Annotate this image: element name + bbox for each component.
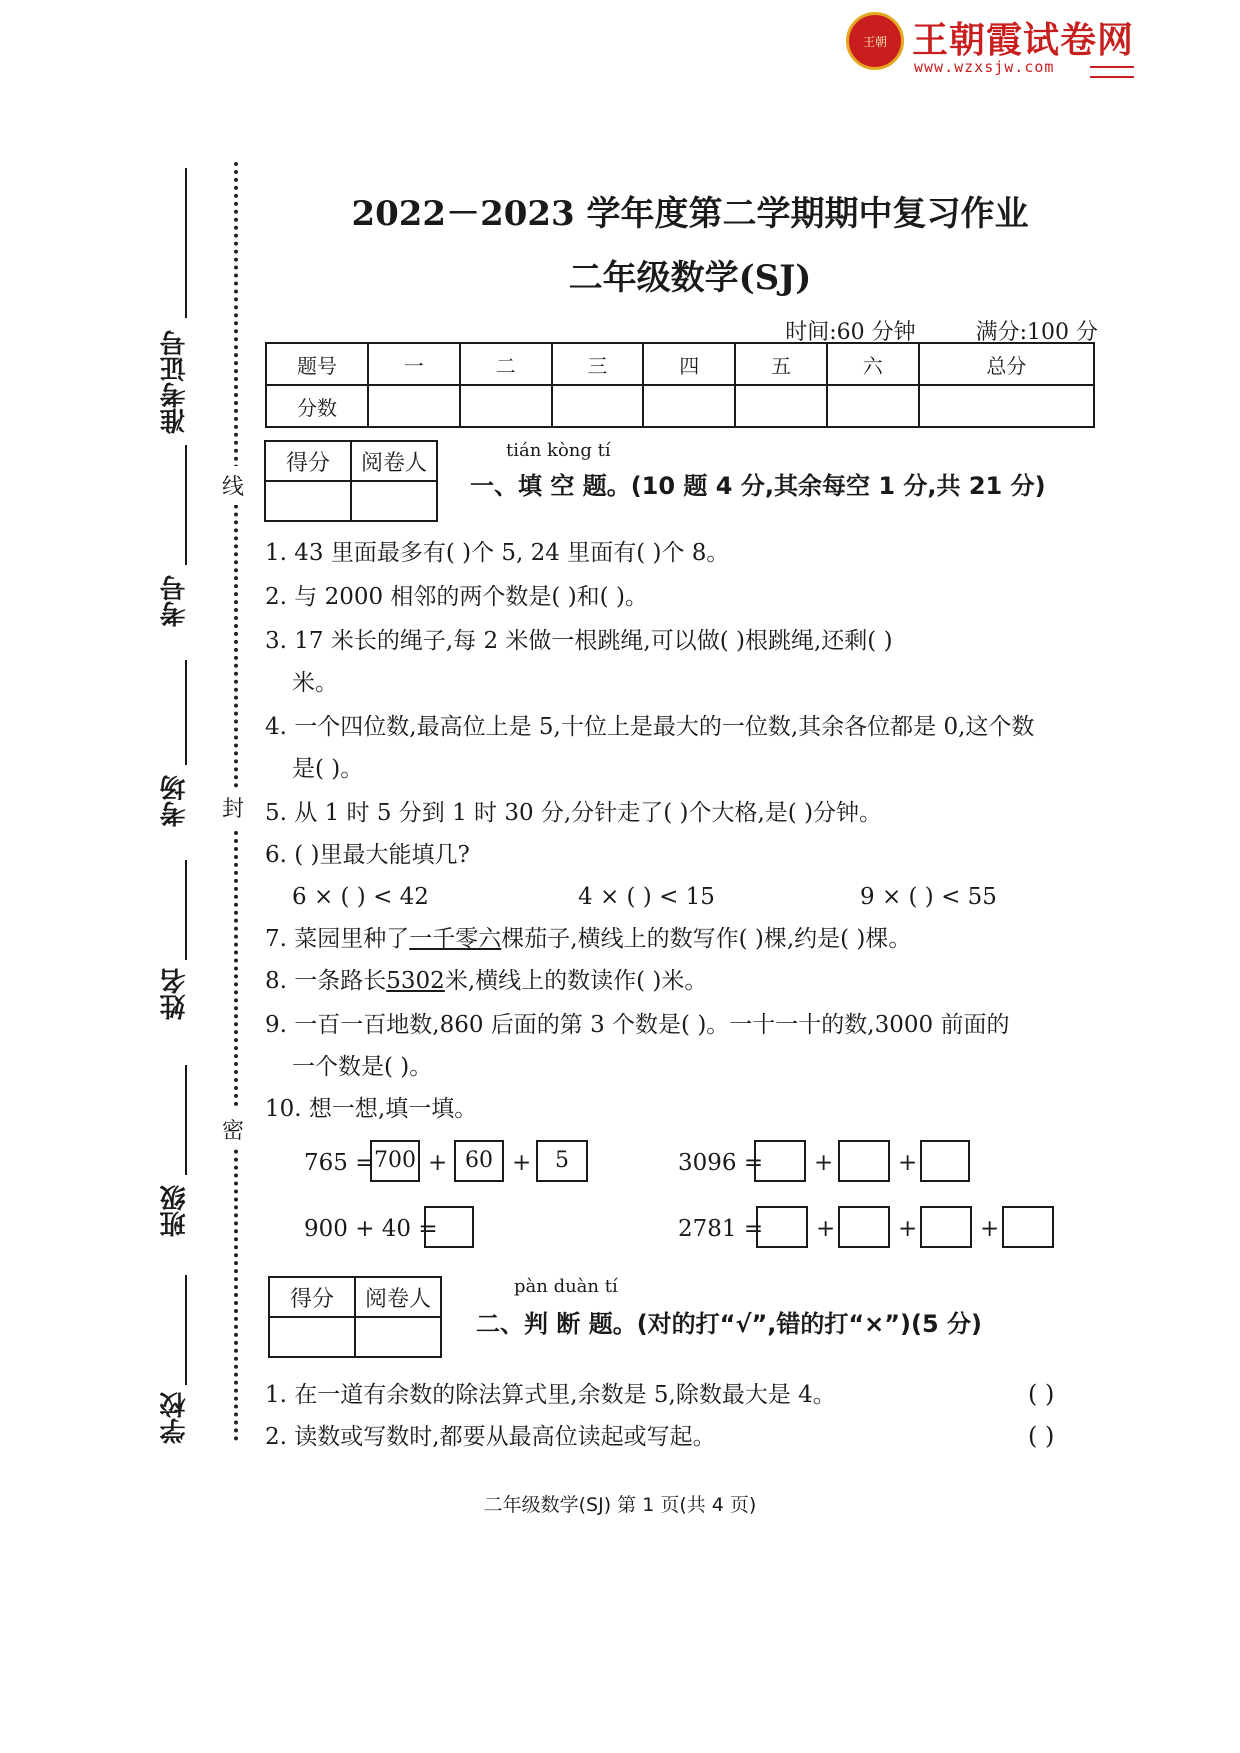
section2-pinyin: pàn duàn tí [514, 1276, 618, 1297]
fill-line-class [185, 1065, 187, 1175]
grader-box-section1 [264, 440, 438, 522]
score-table [265, 342, 1095, 428]
expr-2781-lhs: 2781 = [678, 1216, 764, 1242]
fill-line-school [185, 1275, 187, 1385]
exam-subtitle: 二年级数学(SJ) [568, 258, 812, 298]
exam-title: 2022－2023 学年度第二学期期中复习作业 [351, 194, 1029, 234]
answer-box: 700 [370, 1140, 420, 1182]
plus-sign: + [428, 1150, 448, 1176]
decor-lines [1090, 66, 1134, 78]
score-input-cell[interactable] [368, 385, 460, 427]
exam-full-score: 满分:100 分 [975, 320, 1098, 345]
question-1-8-underlined: 5302 [386, 968, 445, 994]
grader-score-cell[interactable] [265, 481, 351, 521]
site-logo [846, 12, 1166, 78]
answer-box-empty[interactable] [838, 1140, 890, 1182]
score-table-cell: 五 [735, 343, 827, 385]
score-table-cell: 二 [460, 343, 552, 385]
label-school: 学校 [160, 1392, 190, 1444]
judge-paren[interactable]: ( ) [1028, 1380, 1055, 1408]
score-table-cell: 题号 [266, 343, 368, 385]
score-table-header-row [266, 343, 1094, 385]
answer-box-empty[interactable] [424, 1206, 474, 1248]
question-1-10: 10. 想一想,填一填。 [265, 1096, 478, 1122]
question-1-6-expr-b: 4 × ( ) < 15 [578, 884, 715, 910]
question-1-7-post: 棵茄子,横线上的数写作( )棵,约是( )棵。 [501, 926, 912, 952]
question-1-4-cont: 是( )。 [292, 756, 364, 782]
section1-title: 一、填 空 题。(10 题 4 分,其余每空 1 分,共 21 分) [470, 472, 1046, 500]
fill-line-seat-no [185, 445, 187, 565]
grader-reviewer-cell[interactable] [355, 1317, 441, 1357]
grader-reviewer-label: 阅卷人 [355, 1277, 441, 1317]
question-2-1: 1. 在一道有余数的除法算式里,余数是 5,除数最大是 4。 [265, 1382, 836, 1408]
question-1-7 [265, 926, 911, 954]
plus-sign: + [980, 1216, 1000, 1242]
grader-box-section2 [268, 1276, 442, 1358]
score-input-cell[interactable] [643, 385, 735, 427]
label-name: 姓名 [160, 968, 190, 1020]
question-1-4: 4. 一个四位数,最高位上是 5,十位上是最大的一位数,其余各位都是 0,这个数 [265, 714, 1035, 740]
answer-box: 60 [454, 1140, 504, 1182]
logo-name: 王朝霞试卷网 [912, 20, 1135, 61]
score-table-cell: 总分 [919, 343, 1094, 385]
grader-reviewer-cell[interactable] [351, 481, 437, 521]
score-input-cell[interactable] [735, 385, 827, 427]
score-table-cell: 三 [552, 343, 644, 385]
logo-url: www.wzxsjw.com [914, 58, 1055, 76]
score-table-cell: 一 [368, 343, 460, 385]
score-table-cell: 六 [827, 343, 919, 385]
score-input-cell[interactable] [919, 385, 1094, 427]
question-1-8-post: 米,横线上的数读作( )米。 [444, 968, 708, 994]
plus-sign: + [512, 1150, 532, 1176]
question-1-6-expr-c: 9 × ( ) < 55 [860, 884, 997, 910]
fill-line-name [185, 860, 187, 960]
answer-box-empty[interactable] [1002, 1206, 1054, 1248]
label-exam-id: 准考证号 [160, 330, 190, 434]
score-table-score-row [266, 385, 1094, 427]
question-2-2: 2. 读数或写数时,都要从最高位读起或写起。 [265, 1424, 716, 1450]
grader-reviewer-label: 阅卷人 [351, 441, 437, 481]
page-footer: 二年级数学(SJ) 第 1 页(共 4 页) [483, 1494, 757, 1516]
fill-line-exam-id [185, 168, 187, 318]
answer-box-empty[interactable] [756, 1206, 808, 1248]
question-1-1: 1. 43 里面最多有( )个 5, 24 里面有( )个 8。 [265, 540, 730, 566]
fill-line-exam-room [185, 660, 187, 765]
question-1-6-expr-a: 6 × ( ) < 42 [292, 884, 429, 910]
label-class: 班级 [160, 1185, 190, 1237]
question-1-9-cont: 一个数是( )。 [292, 1054, 433, 1080]
score-input-cell[interactable] [460, 385, 552, 427]
score-table-cell: 四 [643, 343, 735, 385]
grader-score-label: 得分 [265, 441, 351, 481]
score-input-cell[interactable] [552, 385, 644, 427]
plus-sign: + [898, 1150, 918, 1176]
answer-box: 5 [536, 1140, 588, 1182]
plus-sign: + [816, 1216, 836, 1242]
label-seat-no: 考号 [160, 575, 190, 627]
label-exam-room: 考场 [160, 775, 190, 827]
expr-940-lhs: 900 + 40 = [304, 1216, 438, 1242]
expr-765-lhs: 765 = [304, 1150, 375, 1176]
question-1-3-cont: 米。 [292, 670, 338, 696]
grader-score-label: 得分 [269, 1277, 355, 1317]
question-1-8-pre: 8. 一条路长 [265, 968, 387, 994]
question-1-7-underlined: 一千零六 [409, 926, 502, 952]
plus-sign: + [898, 1216, 918, 1242]
question-1-9: 9. 一百一百地数,860 后面的第 3 个数是( )。一十一十的数,3000 前面的 [265, 1012, 1010, 1038]
answer-box-empty[interactable] [754, 1140, 806, 1182]
answer-box-empty[interactable] [838, 1206, 890, 1248]
answer-box-empty[interactable] [920, 1206, 972, 1248]
judge-paren[interactable]: ( ) [1028, 1422, 1055, 1450]
section2-title: 二、判 断 题。(对的打“√”,错的打“×”)(5 分) [476, 1310, 982, 1338]
expr-3096-lhs: 3096 = [678, 1150, 764, 1176]
grader-score-cell[interactable] [269, 1317, 355, 1357]
plus-sign: + [814, 1150, 834, 1176]
section1-pinyin: tián kòng tí [506, 440, 611, 461]
question-1-8 [265, 968, 707, 996]
exam-time: 时间:60 分钟 [785, 320, 916, 345]
seal-word-line: 线 [222, 466, 244, 505]
seal-icon: 王朝 [846, 12, 904, 70]
question-1-5: 5. 从 1 时 5 分到 1 时 30 分,分针走了( )个大格,是( )分钟。 [265, 800, 883, 826]
question-1-6: 6. ( )里最大能填几? [265, 842, 470, 868]
question-1-2: 2. 与 2000 相邻的两个数是( )和( )。 [265, 584, 648, 610]
seal-word-secret: 密 [222, 1110, 244, 1149]
seal-word-seal: 封 [222, 788, 244, 827]
question-1-7-pre: 7. 菜园里种了 [265, 926, 410, 952]
question-1-3: 3. 17 米长的绳子,每 2 米做一根跳绳,可以做( )根跳绳,还剩( ) [265, 628, 893, 654]
score-table-cell: 分数 [266, 385, 368, 427]
answer-box-empty[interactable] [920, 1140, 970, 1182]
score-input-cell[interactable] [827, 385, 919, 427]
